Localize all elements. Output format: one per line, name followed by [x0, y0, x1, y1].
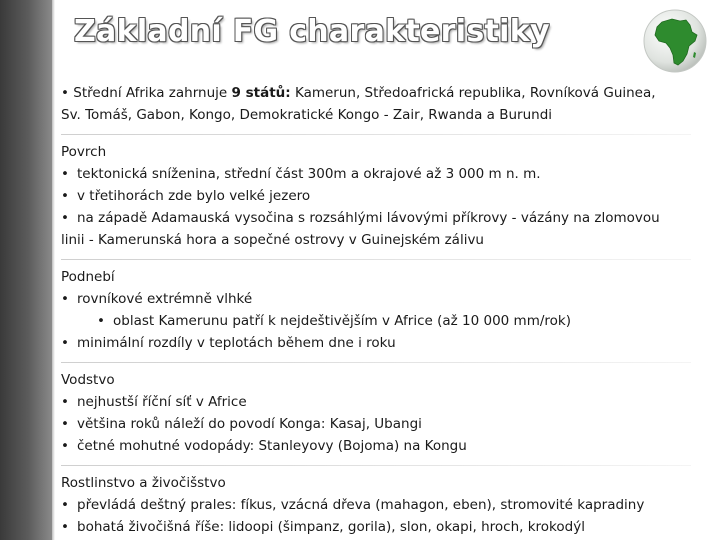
- list-item-text: převládá deštný prales: fíkus, vzácná dřeva (mahagon, eben), stromovité kapradiny: [77, 497, 645, 513]
- section-heading: Povrch: [61, 144, 107, 160]
- list-item: [61, 391, 706, 413]
- section-divider: [61, 134, 691, 135]
- bullet-marker: •: [61, 188, 69, 204]
- slide-content: [61, 82, 706, 546]
- sub-list-item-text: oblast Kamerunu patří k nejdeštivějším v Africe (až 10 000 mm/rok): [113, 313, 571, 329]
- list-item-text: na západě Adamauská vysočina s rozsáhlými lávovými příkrovy - vázány na zlomovou: [77, 210, 660, 226]
- slide-title: Základní FG charakteristiky: [74, 14, 550, 49]
- list-item: [61, 163, 706, 185]
- section-rostlinstvo: [61, 472, 706, 538]
- bullet-marker: •: [61, 85, 69, 101]
- section-podnebi: [61, 266, 706, 354]
- list-item-text: nejhustší říční síť v Africe: [77, 394, 247, 410]
- intro-text-end: Kamerun, Středoafrická republika, Rovníková Guinea,: [290, 85, 656, 101]
- list-item: [61, 516, 706, 538]
- bullet-marker: •: [61, 335, 69, 351]
- africa-globe-icon: [642, 8, 708, 74]
- bullet-marker: •: [61, 210, 69, 226]
- left-bar-edge: [52, 0, 55, 540]
- list-item: [61, 332, 706, 354]
- section-povrch: [61, 141, 706, 251]
- list-item: [61, 435, 706, 457]
- section-divider: [61, 465, 691, 466]
- left-decorative-bar: [0, 0, 52, 540]
- sub-list-item: [61, 310, 706, 332]
- list-item: [61, 494, 706, 516]
- intro-bold-count: 9 států:: [231, 85, 291, 101]
- bullet-marker: •: [61, 394, 69, 410]
- list-item-continuation: linii - Kamerunská hora a sopečné ostrovy v Guinejském zálivu: [61, 232, 484, 248]
- bullet-marker: •: [61, 291, 69, 307]
- section-vodstvo: [61, 369, 706, 457]
- list-item-text: v třetihorách zde bylo velké jezero: [77, 188, 311, 204]
- intro-line-1: [61, 82, 706, 104]
- list-item-text: minimální rozdíly v teplotách během dne i roku: [77, 335, 396, 351]
- list-item-text: rovníkové extrémně vlhké: [77, 291, 253, 307]
- section-divider: [61, 362, 691, 363]
- list-item-text: tektonická sníženina, střední část 300m a okrajové až 3 000 m n. m.: [77, 166, 541, 182]
- intro-block: [61, 82, 706, 126]
- list-item: [61, 413, 706, 435]
- list-item: [61, 185, 706, 207]
- list-item-text: bohatá živočišná říše: lidoopi (šimpanz, gorila), slon, okapi, hroch, krokodýl: [77, 519, 585, 535]
- list-item-text: většina roků náleží do povodí Konga: Kasaj, Ubangi: [77, 416, 422, 432]
- section-heading: Podnebí: [61, 269, 115, 285]
- section-heading: Rostlinstvo a živočišstvo: [61, 475, 226, 491]
- intro-line-2: Sv. Tomáš, Gabon, Kongo, Demokratické Kongo - Zair, Rwanda a Burundi: [61, 107, 553, 123]
- intro-text-start: Střední Afrika zahrnuje: [73, 85, 232, 101]
- bullet-marker: •: [61, 519, 69, 535]
- bullet-marker: •: [61, 416, 69, 432]
- list-item: [61, 288, 706, 310]
- bullet-marker: •: [97, 313, 105, 329]
- section-heading: Vodstvo: [61, 372, 115, 388]
- bullet-marker: •: [61, 438, 69, 454]
- list-item-text: četné mohutné vodopády: Stanleyovy (Bojoma) na Kongu: [77, 438, 467, 454]
- bullet-marker: •: [61, 497, 69, 513]
- list-item: [61, 207, 706, 229]
- section-divider: [61, 259, 691, 260]
- bullet-marker: •: [61, 166, 69, 182]
